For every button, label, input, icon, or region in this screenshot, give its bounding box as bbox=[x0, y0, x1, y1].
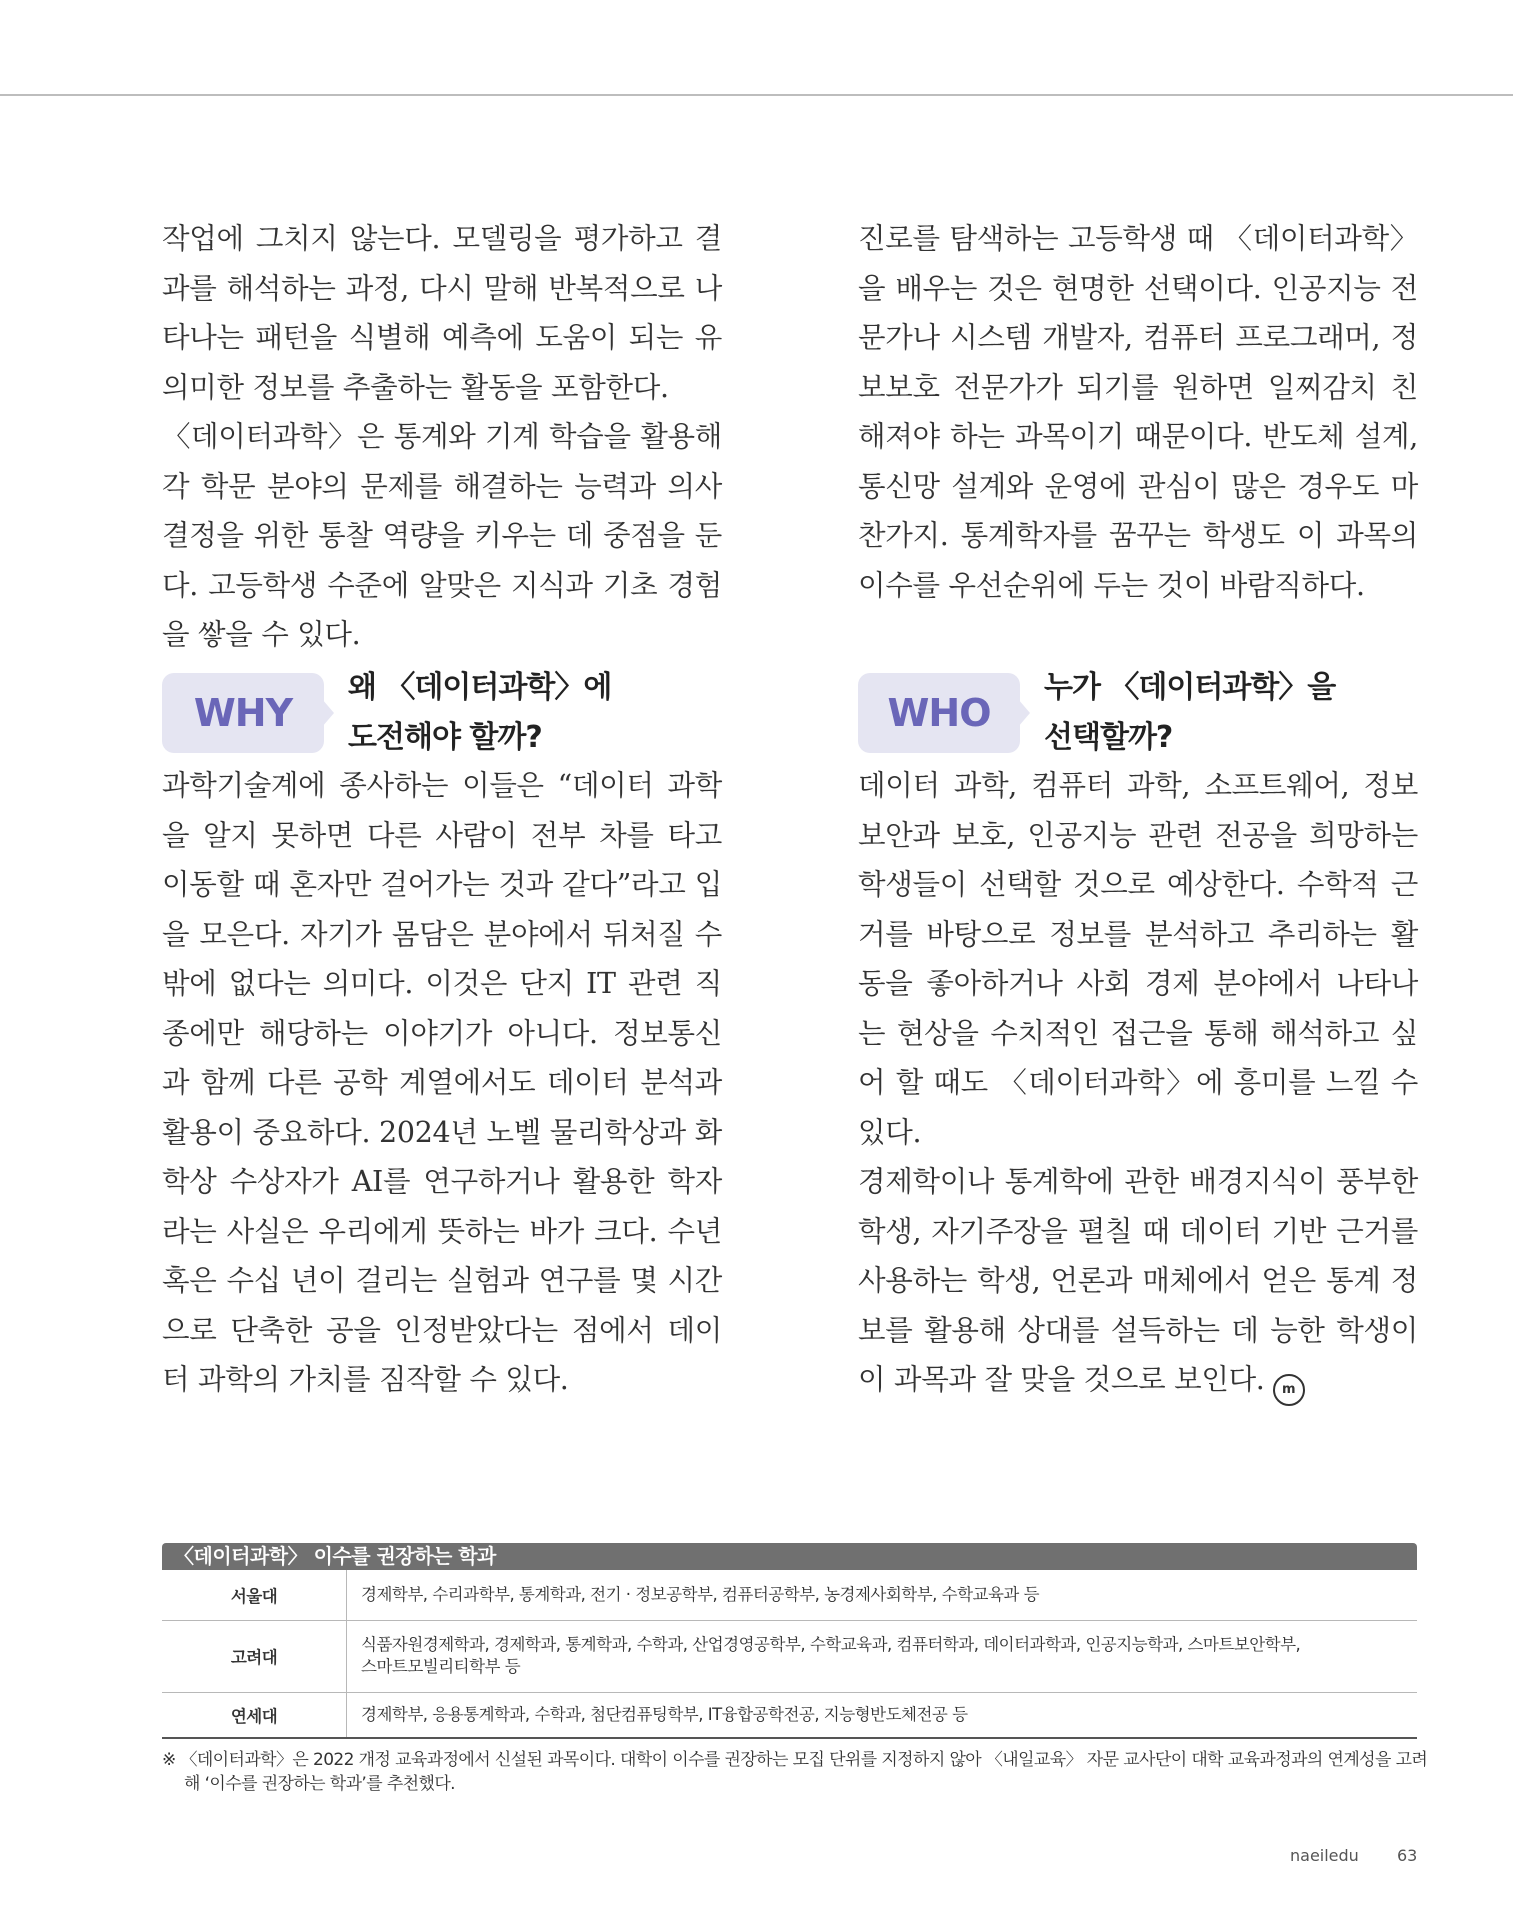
departments-line: 스마트모빌리티학부 등 bbox=[361, 1657, 521, 1676]
why-badge-tail bbox=[322, 699, 334, 727]
right-column-top bbox=[858, 214, 1418, 610]
end-mark-icon: m bbox=[1273, 1374, 1305, 1406]
left-column-top bbox=[162, 214, 722, 660]
who-body-1: 데이터 과학, 컴퓨터 과학, 소프트웨어, 정보보안과 보호, 인공지능 관련 전공을 희망하는 학생들이 선택할 것으로 예상한다. 수학적 근거를 바탕으로 정보를 분석하고 추리하는 활동을 좋아하거나 사회 경제 분야에서 나타나는 현상을 수치적인 접근을 통해 해석하고 싶어 할 때도 〈데이터과학〉에 흥미를 느낄 수 있다. bbox=[858, 769, 1418, 1149]
right-column-bottom bbox=[858, 761, 1418, 1406]
why-body: 과학기술계에 종사하는 이들은 “데이터 과학을 알지 못하면 다른 사람이 전부 차를 타고 이동할 때 혼자만 걸어가는 것과 같다”라고 입을 모은다. 자기가 몸담은 분야에서 뒤처질 수밖에 없다는 의미다. 이것은 단지 IT 관련 직종에만 해당하는 이야기가 아니다. 정보통신과 함께 다른 공학 계열에서도 데이터 분석과 활용이 중요하다. 2024년 노벨 물리학상과 화학상 수상자가 AI를 연구하거나 활용한 학자라는 사실은 우리에게 뜻하는 바가 크다. 수년 혹은 수십 년이 걸리는 실험과 연구를 몇 시간으로 단축한 공을 인정받았다는 점에서 데이터 과학의 가치를 짐작할 수 있다. bbox=[162, 769, 722, 1396]
university-cell: 연세대 bbox=[162, 1692, 347, 1738]
departments-cell bbox=[347, 1620, 1418, 1692]
table-row bbox=[162, 1620, 1417, 1692]
university-cell: 서울대 bbox=[162, 1570, 347, 1620]
left-para-2: 〈데이터과학〉은 통계와 기계 학습을 활용해 각 학문 분야의 문제를 해결하는 능력과 의사 결정을 위한 통찰 역량을 키우는 데 중점을 둔다. 고등학생 수준에 알맞은 지식과 기초 경험을 쌓을 수 있다. bbox=[162, 420, 722, 651]
departments-cell bbox=[347, 1570, 1418, 1620]
who-badge: WHO bbox=[858, 673, 1020, 753]
who-title bbox=[1044, 663, 1335, 763]
who-title-line1: 누가 〈데이터과학〉을 bbox=[1044, 670, 1336, 705]
who-badge-tail bbox=[1018, 699, 1030, 727]
left-para-1: 작업에 그치지 않는다. 모델링을 평가하고 결과를 해석하는 과정, 다시 말해 반복적으로 나타나는 패턴을 식별해 예측에 도움이 되는 유의미한 정보를 추출하는 활동을 포함한다. bbox=[162, 222, 722, 404]
departments-line: 식품자원경제학과, 경제학과, 통계학과, 수학과, 산업경영공학부, 수학교육과, 컴퓨터학과, 데이터과학과, 인공지능학과, 스마트보안학부, bbox=[361, 1635, 1301, 1654]
university-cell: 고려대 bbox=[162, 1620, 347, 1692]
who-body-2-text: 경제학이나 통계학에 관한 배경지식이 풍부한 학생, 자기주장을 펼칠 때 데이터 기반 근거를 사용하는 학생, 언론과 매체에서 얻은 통계 정보를 활용해 상대를 설득하는 데 능한 학생이 이 과목과 잘 맞을 것으로 보인다. bbox=[858, 1165, 1418, 1396]
recommended-departments-table bbox=[162, 1543, 1417, 1739]
footer-brand: naeiledu bbox=[1290, 1846, 1359, 1865]
who-body-2 bbox=[858, 1157, 1418, 1406]
departments-line: 경제학부, 응용통계학과, 수학과, 첨단컴퓨팅학부, IT융합공학전공, 지능형반도체전공 등 bbox=[361, 1704, 968, 1724]
departments-table bbox=[162, 1570, 1417, 1739]
left-column-bottom bbox=[162, 761, 722, 1405]
right-para-1: 진로를 탐색하는 고등학생 때 〈데이터과학〉을 배우는 것은 현명한 선택이다. 인공지능 전문가나 시스템 개발자, 컴퓨터 프로그래머, 정보보호 전문가가 되기를 원하면 일찌감치 친해져야 하는 과목이기 때문이다. 반도체 설계, 통신망 설계와 운영에 관심이 많은 경우도 마찬가지. 통계학자를 꿈꾸는 학생도 이 과목의 이수를 우선순위에 두는 것이 바람직하다. bbox=[858, 222, 1418, 602]
departments-cell bbox=[347, 1692, 1418, 1738]
who-heading bbox=[858, 663, 1458, 773]
departments-line: 경제학부, 수리과학부, 통계학과, 전기 · 정보공학부, 컴퓨터공학부, 농경제사회학부, 수학교육과 등 bbox=[361, 1584, 1040, 1604]
why-heading bbox=[162, 663, 762, 773]
why-title-line2: 도전해야 할까? bbox=[348, 720, 542, 755]
table-title: 〈데이터과학〉 이수를 권장하는 학과 bbox=[162, 1543, 1417, 1570]
who-title-line2: 선택할까? bbox=[1044, 720, 1173, 755]
table-row bbox=[162, 1570, 1417, 1620]
top-rule bbox=[0, 94, 1513, 96]
table-row bbox=[162, 1692, 1417, 1738]
table-footnote: ※ 〈데이터과학〉은 2022 개정 교육과정에서 신설된 과목이다. 대학이 이수를 권장하는 모집 단위를 지정하지 않아 〈내일교육〉 자문 교사단이 대학 교육과정과의 연계성을 고려해 ‘이수를 권장하는 학과’를 추천했다. bbox=[162, 1750, 1428, 1794]
why-title-line1: 왜 〈데이터과학〉에 bbox=[348, 670, 612, 705]
why-badge: WHY bbox=[162, 673, 324, 753]
why-title bbox=[348, 663, 611, 763]
page-number: 63 bbox=[1397, 1846, 1418, 1865]
